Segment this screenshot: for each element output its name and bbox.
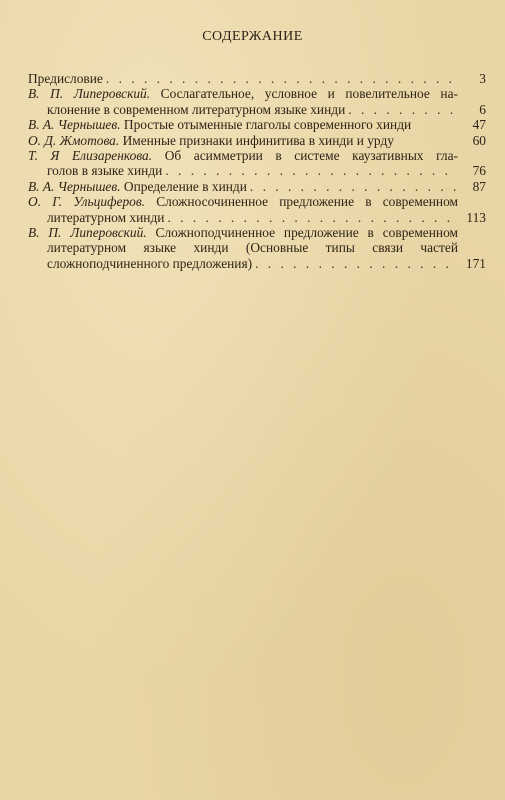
entry-author: В. П. Липеровский.: [28, 225, 147, 241]
entry-page-number: 47: [472, 117, 486, 133]
entry-page-number: 3: [479, 71, 486, 86]
entry-first-line: [28, 194, 458, 209]
entry-author: В. А. Чернышев.: [28, 117, 121, 133]
toc-entry: [28, 225, 486, 271]
entry-title-line: Именные признаки инфинитива в хинди и урду: [122, 132, 394, 148]
entry-title-line: Сослагательное, условное и повелительное на-: [160, 86, 458, 102]
entry-page-number: 113: [466, 209, 486, 225]
toc-entry: [28, 148, 486, 179]
toc-entry: [28, 194, 486, 225]
dot-leader: [167, 210, 458, 225]
toc-entry-preface: [28, 71, 486, 86]
entry-author: В. А. Чернышев.: [28, 178, 121, 194]
entry-title-line: Сложносочиненное предложение в современном: [156, 194, 458, 210]
entry-first-line: [28, 148, 458, 163]
entry-title-line: Простые отыменные глаголы современного хинди: [123, 117, 412, 133]
entry-author: В. П. Липеровский.: [28, 86, 151, 102]
entry-page-number: 76: [472, 163, 486, 179]
entry-page-number: 6: [479, 101, 486, 117]
entry-title-line: Сложноподчиненное предложение в современном: [155, 225, 458, 241]
page-title: СОДЕРЖАНИЕ: [202, 29, 303, 44]
entry-title-line: голов в языке хинди: [47, 163, 163, 179]
entry-author: О. Д. Жмотова.: [28, 132, 120, 148]
toc-entry: [28, 86, 486, 117]
entry-title-line: клонение в современном литературном языке хинди: [47, 101, 346, 117]
dot-leader: [106, 71, 458, 86]
toc-entry: [28, 117, 486, 132]
toc-entry: [28, 179, 486, 194]
entry-page-number: 171: [465, 255, 486, 271]
entry-title-line: Об асимметрии в системе каузативных гла-: [164, 148, 459, 164]
dot-leader: [165, 163, 458, 178]
entry-title-line: литературном языке хинди (Основные типы связи частей: [47, 240, 458, 256]
entry-author: О. Г. Ульциферов.: [28, 194, 146, 210]
entry-title-line: сложноподчиненного предложения): [47, 255, 253, 271]
entry-page-number: 60: [472, 132, 486, 148]
entry-first-line: [28, 86, 458, 101]
entry-title-line: литературном хинди: [47, 209, 165, 225]
toc-entry: [28, 133, 486, 148]
dot-leader: [255, 256, 458, 271]
entry-first-line: [28, 225, 458, 240]
entry-title: Предисловие: [28, 71, 103, 86]
entry-author: Т. Я Елизаренкова.: [28, 148, 153, 164]
entry-page-number: 87: [472, 178, 486, 194]
dot-leader: [250, 179, 458, 194]
dot-leader: [348, 102, 458, 117]
table-of-contents: [28, 71, 486, 271]
entry-title-line: Определение в хинди: [123, 178, 247, 194]
